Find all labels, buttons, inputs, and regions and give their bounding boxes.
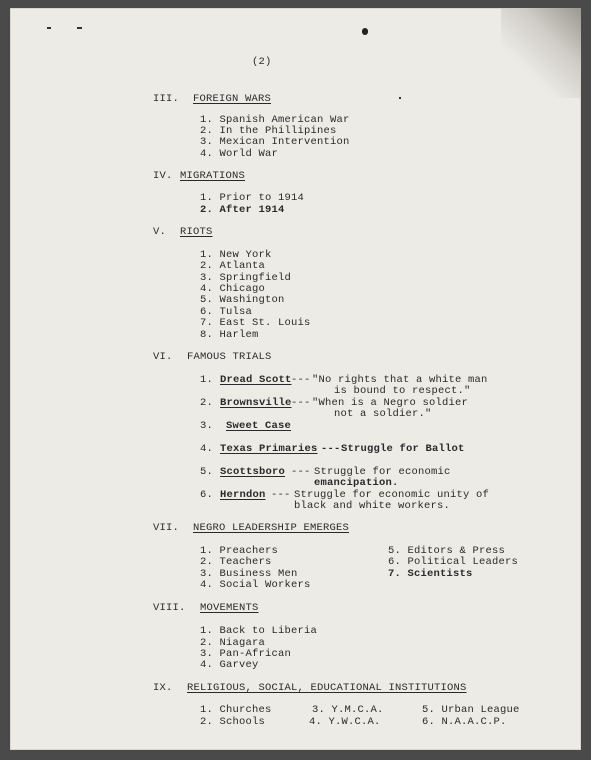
stray-mark (47, 27, 51, 29)
list-item: 2. Atlanta (200, 260, 266, 272)
trial-description: not a soldier." (334, 408, 432, 420)
section-title: RIOTS (180, 226, 213, 238)
section-title: NEGRO LEADERSHIP EMERGES (193, 522, 350, 534)
trial-description: "No rights that a white man (312, 374, 488, 386)
list-item: 6. Political Leaders (388, 556, 519, 568)
trial-dashes: --- (271, 489, 291, 501)
section-title: MIGRATIONS (180, 170, 246, 182)
section-numeral: IX. (153, 682, 173, 694)
trial-number: 4. (200, 443, 214, 455)
list-item: 1. New York (200, 249, 272, 261)
list-item: 6. N.A.A.C.P. (422, 716, 507, 728)
trial-number: 2. (200, 397, 214, 409)
document-page (10, 8, 581, 750)
list-item: 5. Urban League (422, 704, 520, 716)
list-item: 2. Teachers (200, 556, 272, 568)
list-item: 1. Preachers (200, 545, 279, 557)
trial-name: Sweet Case (226, 420, 292, 432)
list-item: 3. Pan-African (200, 648, 292, 660)
list-item: 3. Springfield (200, 272, 292, 284)
trial-name: Scottsboro (220, 466, 286, 478)
trial-description: black and white workers. (294, 500, 451, 512)
list-item: 4. Chicago (200, 283, 266, 295)
trial-number: 5. (200, 466, 214, 478)
list-item: 7. Scientists (388, 568, 473, 580)
trial-name: Brownsville (220, 397, 292, 409)
trial-name: Dread Scott (220, 374, 292, 386)
stray-mark (362, 28, 368, 35)
list-item: 4. Social Workers (200, 579, 311, 591)
trial-number: 6. (200, 489, 214, 501)
list-item: 4. Y.W.C.A. (309, 716, 381, 728)
list-item: 3. Business Men (200, 568, 298, 580)
list-item: 5. Washington (200, 294, 285, 306)
section-numeral: VI. (153, 351, 173, 363)
list-item: 5. Editors & Press (388, 545, 506, 557)
section-title: MOVEMENTS (200, 602, 259, 614)
trial-description: "When is a Negro soldier (312, 397, 469, 409)
list-item: 4. World War (200, 148, 279, 160)
list-item: 2. Schools (200, 716, 266, 728)
trial-dashes: --- (291, 397, 311, 409)
stray-mark (77, 27, 82, 29)
section-numeral: V. (153, 226, 167, 238)
trial-description: Struggle for economic unity of (294, 489, 490, 501)
list-item: 1. Prior to 1914 (200, 192, 305, 204)
trial-description: Struggle for economic (314, 466, 451, 478)
list-item: 1. Back to Liberia (200, 625, 318, 637)
section-title: FAMOUS TRIALS (187, 351, 272, 363)
trial-description: Struggle for Ballot (341, 443, 465, 455)
trial-description: emancipation. (314, 477, 399, 489)
section-numeral: III. (153, 93, 180, 105)
section-numeral: IV. (153, 170, 173, 182)
trial-number: 1. (200, 374, 214, 386)
trial-dashes: --- (291, 374, 311, 386)
trial-name: Herndon (220, 489, 266, 501)
stray-mark (399, 97, 401, 99)
list-item: 8. Harlem (200, 329, 259, 341)
section-title: RELIGIOUS, SOCIAL, EDUCATIONAL INSTITUTIONS (187, 682, 467, 694)
list-item: 1. Spanish American War (200, 114, 350, 126)
section-title: FOREIGN WARS (193, 93, 272, 105)
trial-number: 3. (200, 420, 214, 432)
trial-dashes: --- (291, 466, 311, 478)
list-item: 2. After 1914 (200, 204, 285, 216)
list-item: 4. Garvey (200, 659, 259, 671)
list-item: 3. Mexican Intervention (200, 136, 350, 148)
list-item: 3. Y.M.C.A. (312, 704, 384, 716)
section-numeral: VII. (153, 522, 180, 534)
list-item: 2. In the Phillipines (200, 125, 337, 137)
list-item: 6. Tulsa (200, 306, 253, 318)
list-item: 7. East St. Louis (200, 317, 311, 329)
trial-dashes: --- (321, 443, 341, 455)
page-corner-shadow (501, 8, 581, 98)
list-item: 2. Niagara (200, 637, 266, 649)
section-numeral: VIII. (153, 602, 186, 614)
trial-name: Texas Primaries (220, 443, 318, 455)
list-item: 1. Churches (200, 704, 272, 716)
page-number: (2) (252, 56, 272, 68)
trial-description: is bound to respect." (334, 385, 471, 397)
